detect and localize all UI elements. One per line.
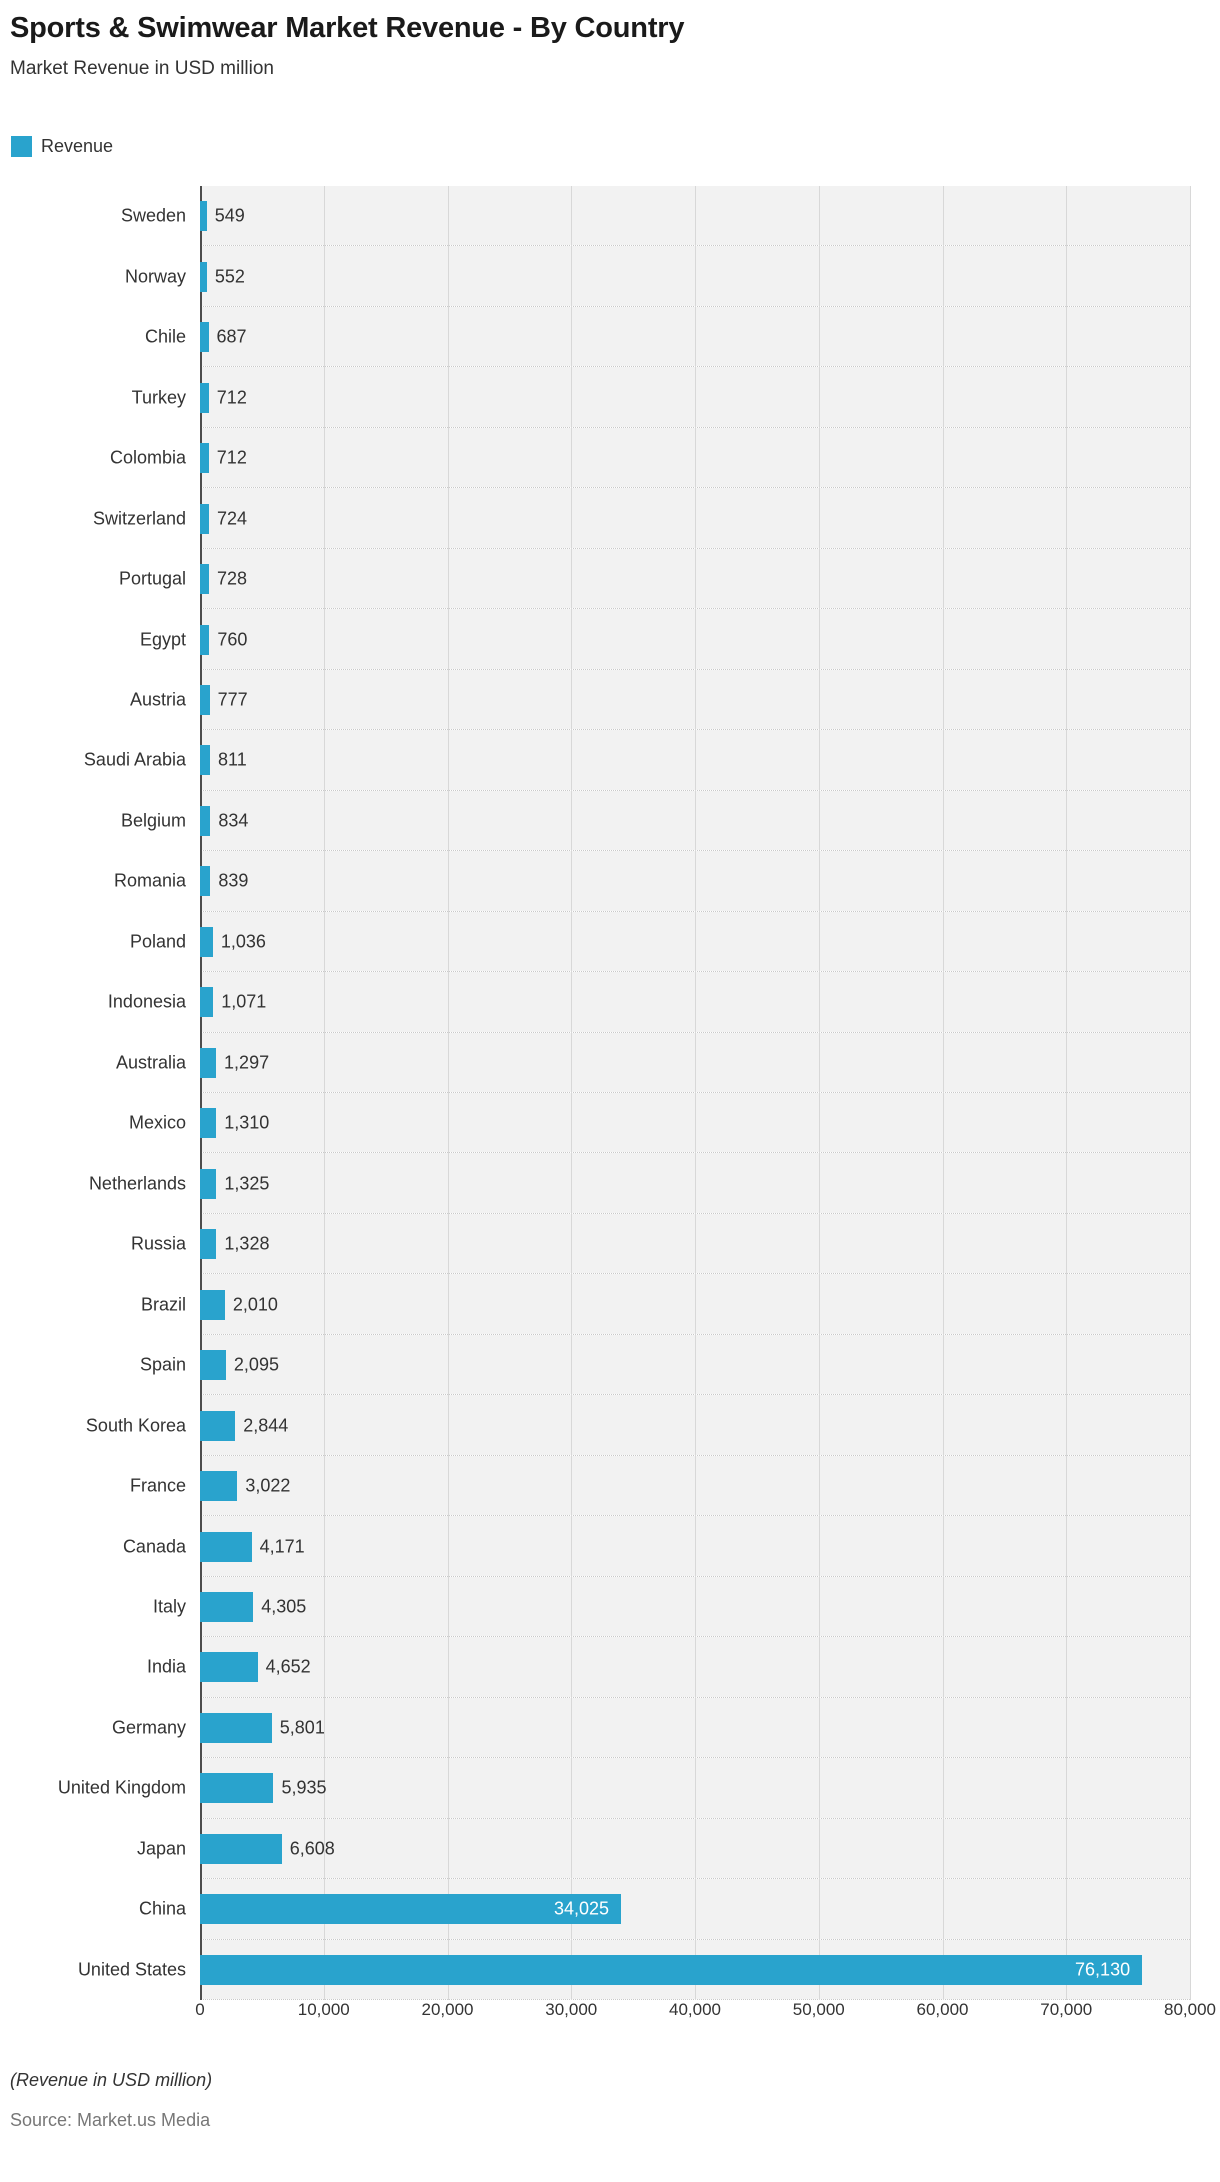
bar[interactable] [200,322,209,352]
x-tick-label: 80,000 [1164,2000,1216,2019]
category-label: Sweden [120,205,186,226]
category-label: France [129,1475,186,1496]
category-label: Spain [139,1354,186,1375]
chart-subtitle: Market Revenue in USD million [10,58,274,79]
bar[interactable] [200,806,210,836]
gridline [819,186,820,2000]
category-label: Egypt [139,629,186,649]
x-tick-label: 50,000 [792,2000,845,2019]
bar[interactable] [200,1652,258,1682]
bar[interactable] [200,201,207,231]
bar[interactable] [200,1532,252,1562]
bar-value-label: 1,325 [224,1173,270,1194]
bar[interactable] [200,1713,272,1743]
category-label: Chile [144,326,186,347]
x-tick-label: 0 [195,2000,205,2019]
category-label: Australia [115,1052,186,1073]
bar-value-label: 4,652 [265,1656,311,1677]
category-label: Canada [122,1536,186,1556]
category-label: Italy [152,1596,186,1617]
x-tick-label: 60,000 [916,2000,969,2019]
x-tick-label: 40,000 [669,2000,721,2019]
bar[interactable] [200,1773,273,1803]
category-label: Switzerland [92,508,186,529]
bar[interactable] [200,1108,216,1138]
bar[interactable] [200,987,213,1017]
bar-value-label: 552 [214,266,245,287]
bar-value-label: 760 [217,629,248,649]
bar-value-label: 712 [216,447,247,468]
bar-value-label: 2,010 [232,1294,278,1315]
category-label: Japan [136,1838,186,1859]
bar-value-label: 1,328 [224,1233,270,1254]
bars-region [200,186,1190,2000]
chart-legend [11,136,113,157]
bar[interactable] [200,1229,216,1259]
bar-value-label: 728 [217,568,248,589]
bar[interactable] [200,745,210,775]
bar-value-label: 1,310 [224,1112,270,1133]
bar-value-label: 3,022 [245,1475,291,1496]
bar-value-label: 834 [218,810,249,831]
bar[interactable] [200,504,209,534]
gridline [695,186,696,2000]
x-tick-label: 30,000 [545,2000,598,2019]
bar-value-label: 1,297 [224,1052,270,1073]
gridline [448,186,449,2000]
category-label: Indonesia [107,991,186,1012]
bar-value-label: 5,801 [279,1717,325,1738]
category-label: United States [77,1959,186,1980]
bar-value-label: 2,844 [243,1415,289,1436]
category-label: Turkey [131,387,186,408]
bar-value-label: 4,305 [261,1596,307,1617]
category-label: Portugal [118,568,186,589]
bar[interactable] [200,927,213,957]
bar[interactable] [200,1834,282,1864]
category-label: Romania [113,870,186,891]
bar[interactable] [200,1955,1142,1985]
bar[interactable] [200,262,207,292]
legend-swatch-revenue [11,136,32,157]
bar-value-label: 4,171 [259,1536,305,1556]
category-label: Germany [111,1717,186,1738]
bar[interactable] [200,564,209,594]
bar-value-label: 839 [218,870,249,891]
bar-value-label: 1,071 [221,991,267,1012]
bar-value-label: 724 [216,508,247,529]
category-label: Austria [129,689,186,710]
chart-title: Sports & Swimwear Market Revenue - By Country [10,12,685,44]
bar-value-label: 1,036 [220,931,266,952]
legend-label-revenue: Revenue [41,136,114,156]
category-label: United Kingdom [57,1777,186,1798]
gridline [571,186,572,2000]
bar-value-label: 712 [216,387,247,408]
bar[interactable] [200,1169,216,1199]
bar[interactable] [200,1290,225,1320]
bar-value-label: 687 [216,326,247,347]
plot-area [0,186,1220,2026]
bar-value-label: 6,608 [289,1838,335,1859]
bar-value-label: 5,935 [281,1777,327,1798]
x-tick-label: 70,000 [1040,2000,1093,2019]
chart-footnote: (Revenue in USD million) [10,2070,213,2090]
bar[interactable] [200,1471,237,1501]
category-label: Saudi Arabia [83,749,186,770]
x-axis-tick-labels [195,2000,1216,2030]
category-label: Colombia [109,447,186,468]
category-label: India [146,1656,186,1677]
category-label: Russia [130,1233,186,1254]
category-label: Mexico [128,1112,186,1133]
bar[interactable] [200,1592,253,1622]
bar[interactable] [200,866,210,896]
gridline [1066,186,1067,2000]
bar-value-label: 777 [217,689,248,710]
bar-value-label: 76,130 [1075,1959,1131,1980]
y-axis-category-labels [0,186,196,2000]
category-label: Brazil [140,1294,186,1315]
bar[interactable] [200,1350,226,1380]
x-tick-label: 20,000 [421,2000,474,2019]
chart-source: Source: Market.us Media [10,2110,211,2130]
bar-value-label: 549 [214,205,245,226]
bar-value-label: 811 [218,749,247,770]
bar-value-label: 34,025 [553,1898,610,1919]
category-label: South Korea [85,1415,186,1436]
category-label: China [138,1898,186,1919]
x-tick-label: 10,000 [297,2000,350,2019]
bar[interactable] [200,1411,235,1441]
gridline [943,186,944,2000]
category-label: Netherlands [88,1173,186,1194]
gridline [1190,186,1191,2000]
category-label: Norway [124,266,186,287]
bar-value-label: 2,095 [233,1354,279,1375]
bar[interactable] [200,1048,216,1078]
bar[interactable] [200,625,209,655]
category-label: Poland [129,931,186,952]
bar[interactable] [200,383,209,413]
bar[interactable] [200,685,210,715]
bar[interactable] [200,443,209,473]
category-label: Belgium [120,810,186,831]
